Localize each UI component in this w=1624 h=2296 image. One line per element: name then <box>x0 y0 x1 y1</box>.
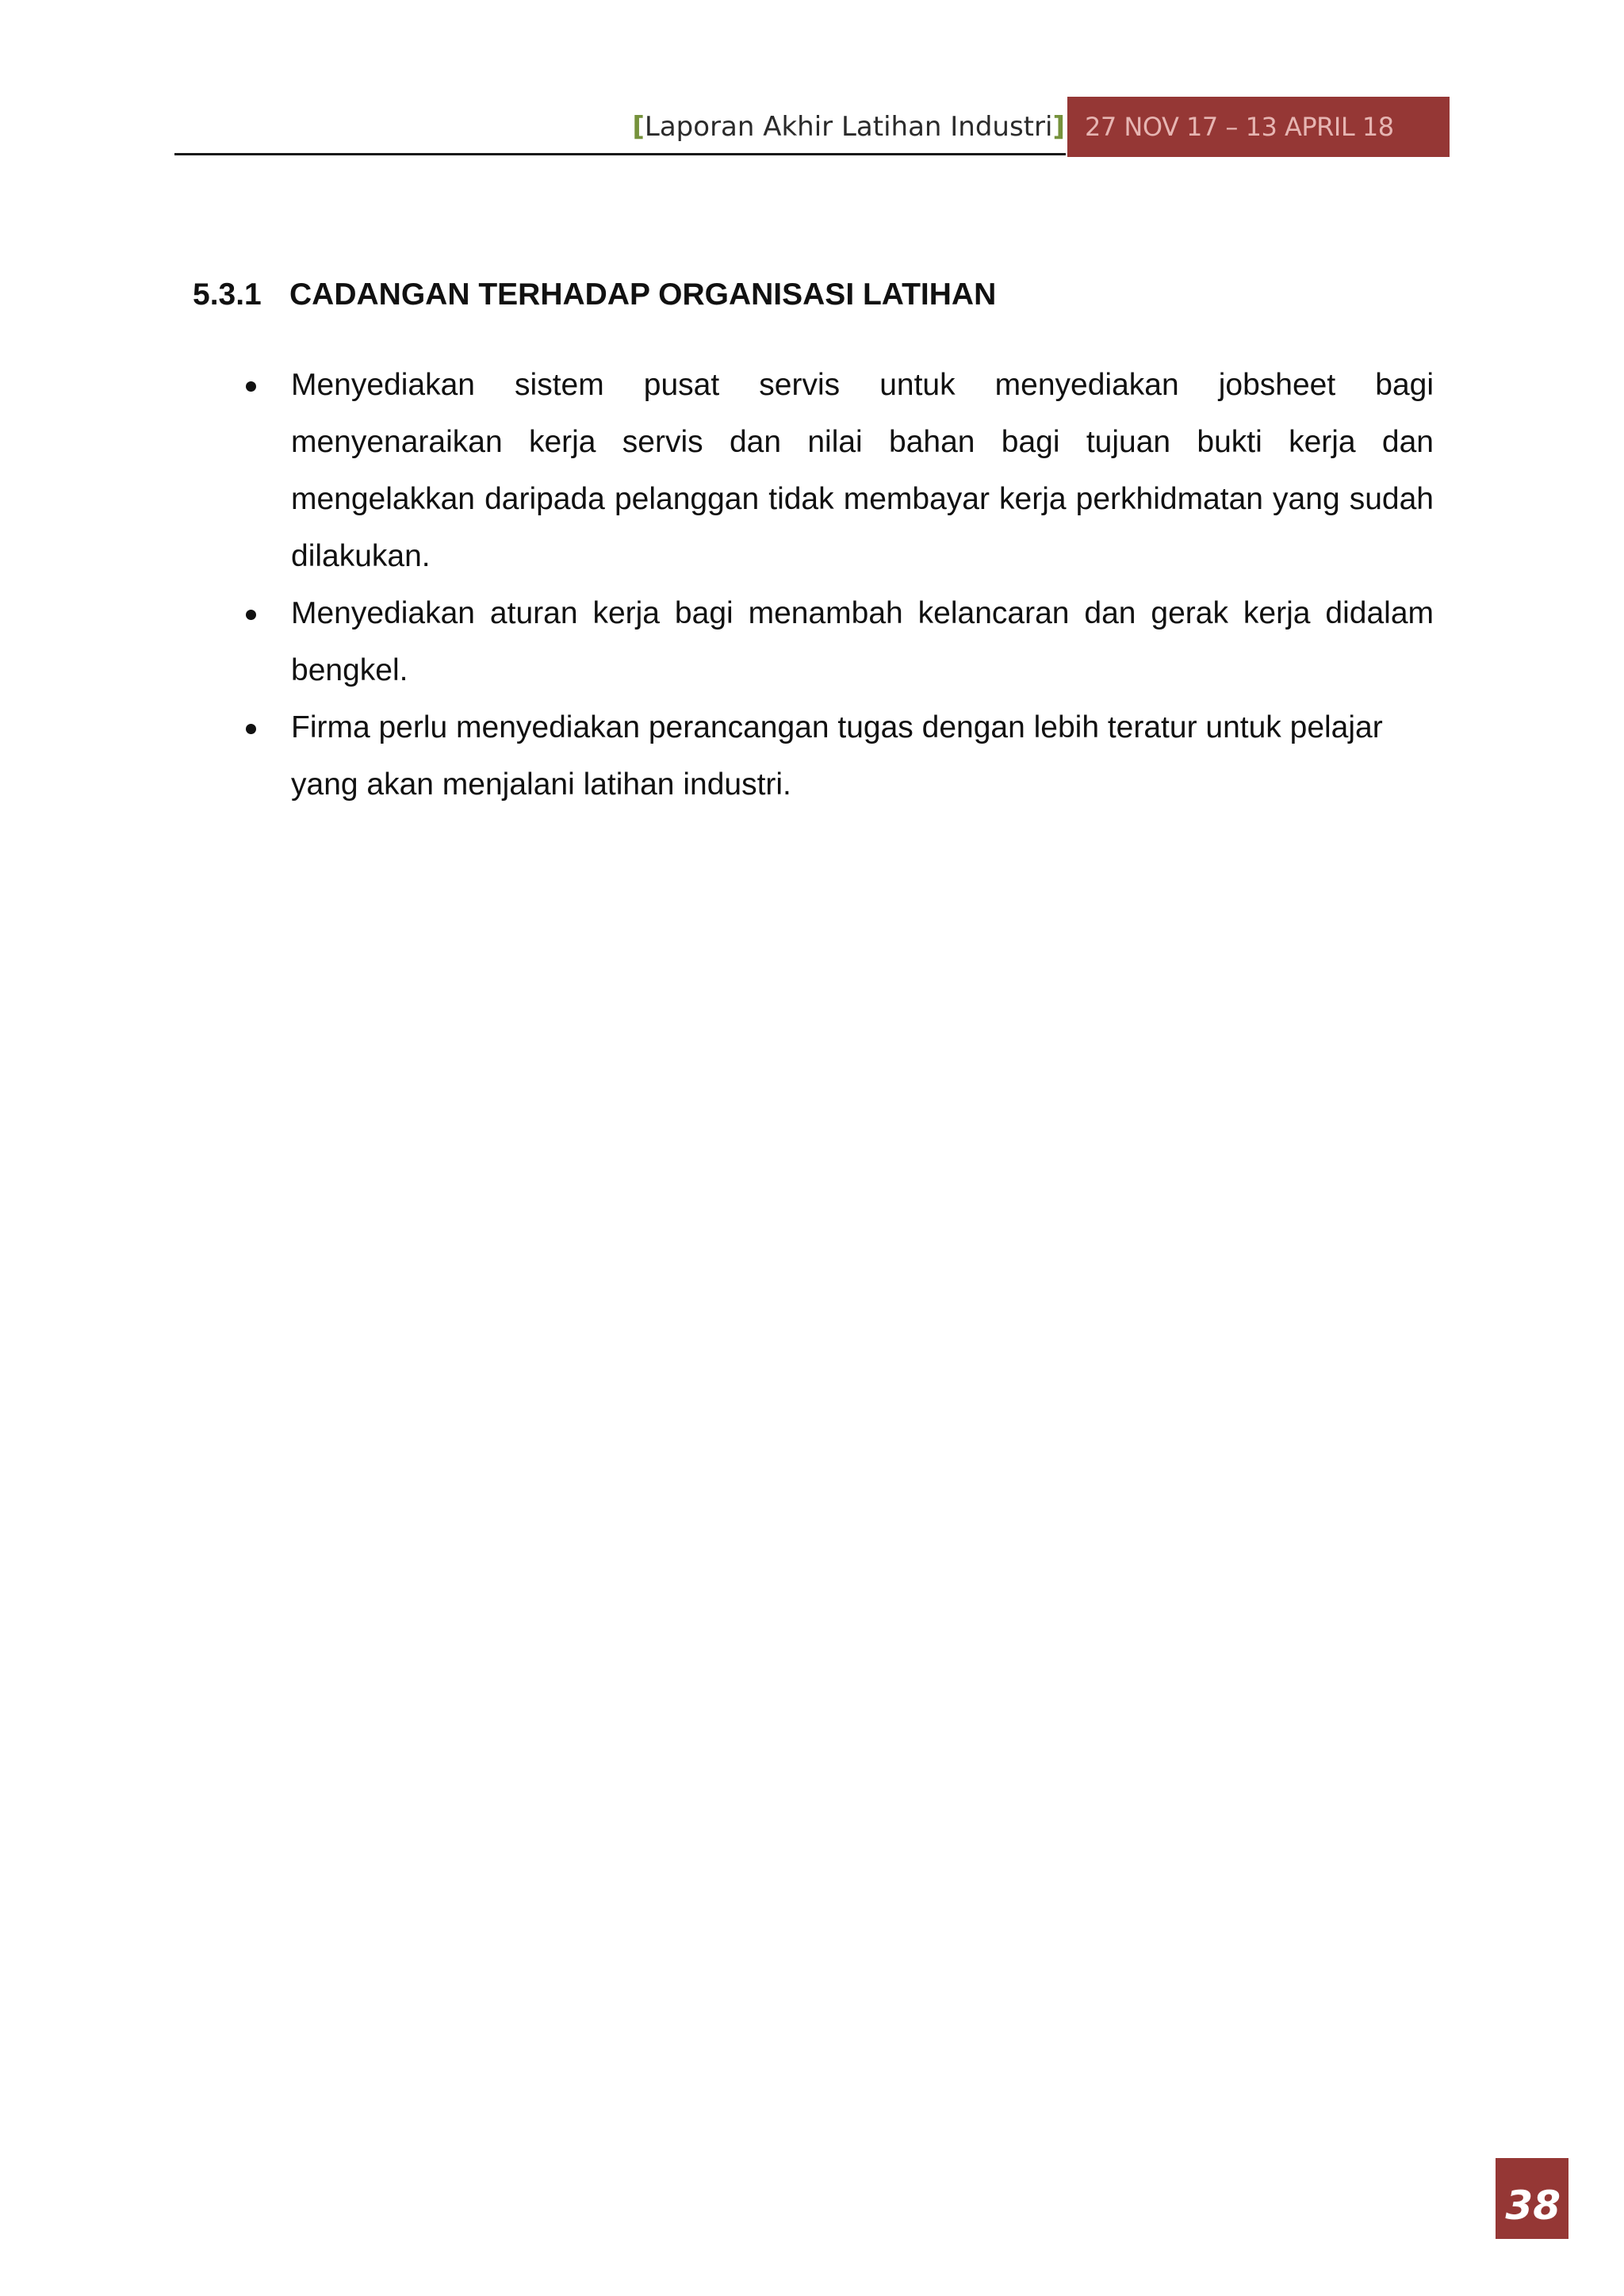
header-rule <box>174 153 1066 155</box>
page-number: 38 <box>1505 2183 1561 2229</box>
page-number-underline <box>1496 2233 1568 2236</box>
section-number: 5.3.1 <box>193 277 262 312</box>
list-item <box>238 357 1434 585</box>
header-date-box <box>1067 97 1450 157</box>
list-item-text: Menyediakan aturan kerja bagi menambah kelancaran dan gerak kerja didalam bengkel. <box>291 596 1434 687</box>
bullet-icon <box>246 724 256 734</box>
section-heading <box>193 273 996 317</box>
list-item-text: Menyediakan sistem pusat servis untuk menyediakan jobsheet bagi menyenaraikan kerja servis dan nilai bahan bagi tujuan bukti kerja dan mengelakkan daripada pelanggan tidak membayar kerja perkhidmatan yang sudah dilakukan. <box>291 368 1434 573</box>
recommendation-list <box>238 357 1434 813</box>
page-number-box <box>1496 2158 1568 2239</box>
list-item <box>238 585 1434 699</box>
header-date-range: 27 NOV 17 – 13 APRIL 18 <box>1085 112 1394 142</box>
bullet-icon <box>246 610 256 620</box>
list-item <box>238 699 1433 813</box>
list-item-text: Firma perlu menyediakan perancangan tugas dengan lebih teratur untuk pelajar yang akan menjalani latihan industri. <box>291 710 1383 802</box>
section-title: CADANGAN TERHADAP ORGANISASI LATIHAN <box>289 277 997 312</box>
header-open-bracket: [ <box>632 111 645 143</box>
header-title-text: Laporan Akhir Latihan Industri <box>644 111 1053 143</box>
header-close-bracket: ] <box>1052 111 1065 143</box>
running-header-title <box>632 105 1065 149</box>
bullet-icon <box>246 381 256 392</box>
